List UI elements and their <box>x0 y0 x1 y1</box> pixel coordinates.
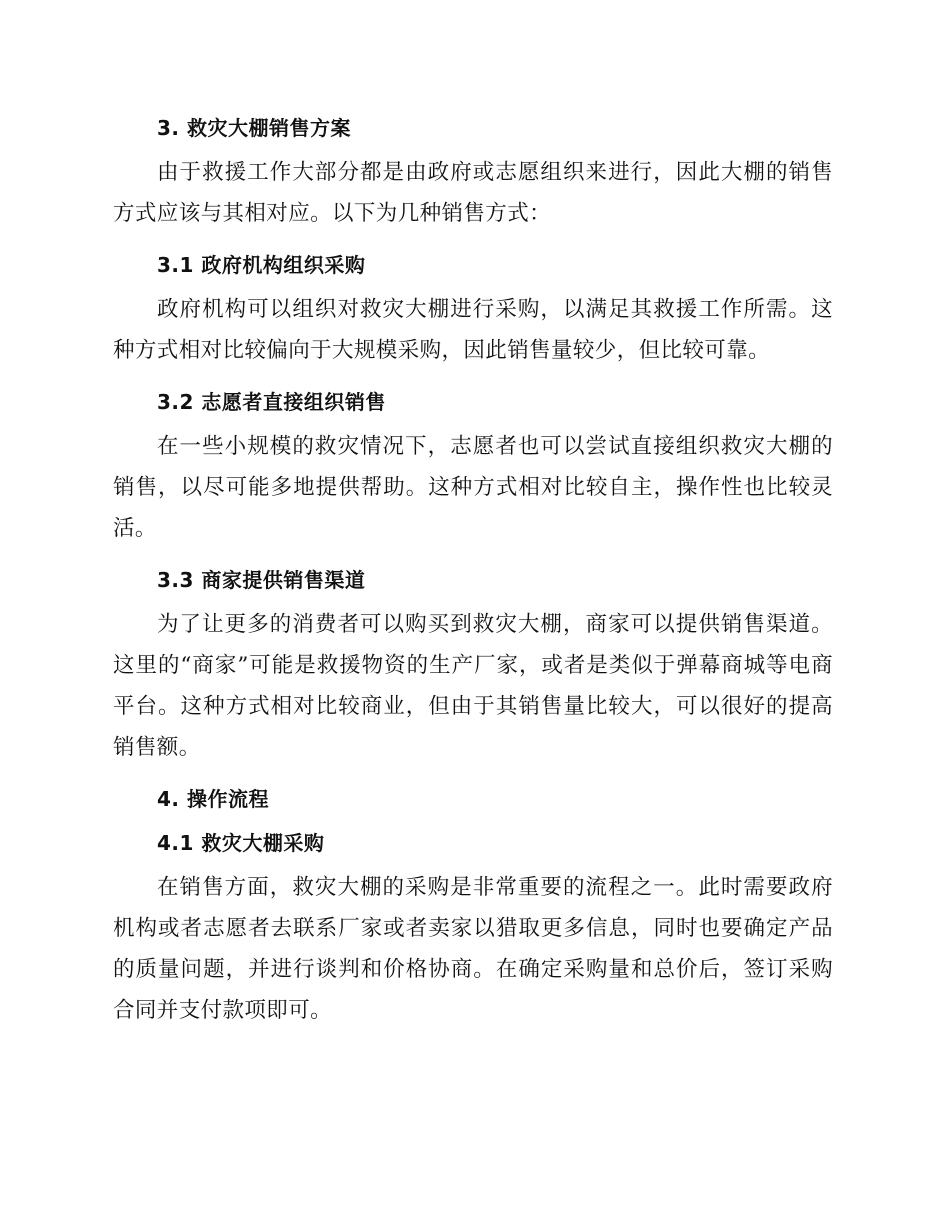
section-heading-3: 3. 救灾大棚销售方案 <box>157 116 351 140</box>
section-heading-3-3: 3.3 商家提供销售渠道 <box>157 568 366 592</box>
section-heading-3-1: 3.1 政府机构组织采购 <box>157 253 366 277</box>
section-paragraph-3-2: 在一些小规模的救灾情况下，志愿者也可以尝试直接组织救灾大棚的销售，以尽可能多地提供帮助。这种方式相对比较自主，操作性也比较灵活。 <box>113 434 833 541</box>
section-heading-4: 4. 操作流程 <box>157 787 269 811</box>
section-heading-3-2: 3.2 志愿者直接组织销售 <box>157 390 386 414</box>
section-heading-4-1: 4.1 救灾大棚采购 <box>157 831 325 855</box>
section-paragraph-3-3: 为了让更多的消费者可以购买到救灾大棚，商家可以提供销售渠道。这里的“商家”可能是救援物资的生产厂家，或者是类似于弹幕商城等电商平台。这种方式相对比较商业，但由于其销售量比较大，可以很好的提高销售额。 <box>113 612 833 760</box>
section-paragraph-3: 由于救援工作大部分都是由政府或志愿组织来进行，因此大棚的销售方式应该与其相对应。以下为几种销售方式： <box>113 160 833 226</box>
section-paragraph-4-1: 在销售方面，救灾大棚的采购是非常重要的流程之一。此时需要政府机构或者志愿者去联系厂家或者卖家以猎取更多信息，同时也要确定产品的质量问题，并进行谈判和价格协商。在确定采购量和总价后，签订采购合同并支付款项即可。 <box>113 875 833 1023</box>
document-page <box>113 108 833 1042</box>
section-paragraph-3-1: 政府机构可以组织对救灾大棚进行采购，以满足其救援工作所需。这种方式相对比较偏向于大规模采购，因此销售量较少，但比较可靠。 <box>113 297 833 363</box>
